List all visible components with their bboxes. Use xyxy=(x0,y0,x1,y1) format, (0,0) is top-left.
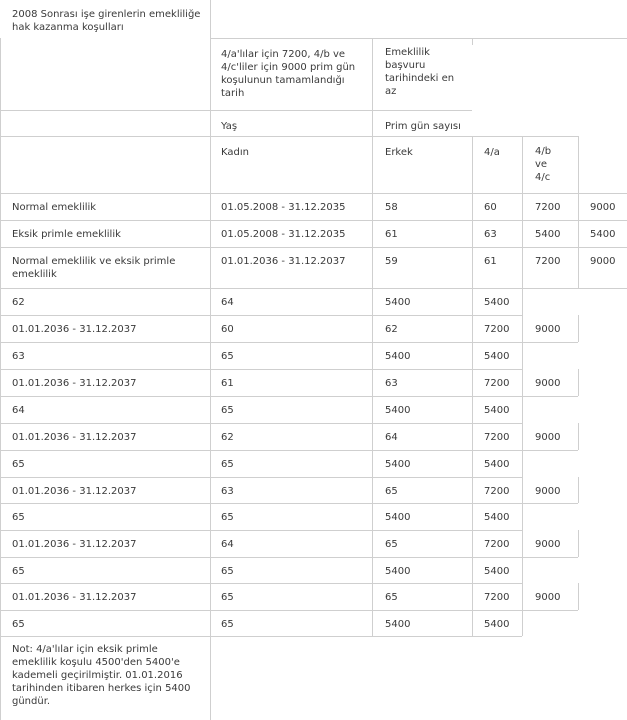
table-cell: 64 xyxy=(385,432,398,443)
table-cell: 01.05.2008 - 31.12.2035 xyxy=(221,202,346,213)
table-cell: 61 xyxy=(221,378,234,389)
table-cell: 7200 xyxy=(484,486,510,497)
table-cell: 9000 xyxy=(590,256,616,267)
table-cell: 5400 xyxy=(385,566,411,577)
table-cell: 7200 xyxy=(484,539,510,550)
grid-line xyxy=(578,136,579,288)
grid-line xyxy=(472,38,473,45)
table-cell: 9000 xyxy=(535,324,561,335)
grid-line xyxy=(0,477,522,478)
grid-line xyxy=(472,136,473,636)
table-cell: 65 xyxy=(221,405,234,416)
header-application-minimum: Emeklilik başvuru tarihindeki en az xyxy=(385,47,455,97)
table-cell: 62 xyxy=(221,432,234,443)
table-cell: Normal emeklilik ve eksik primle emeklilik xyxy=(12,256,176,280)
table-cell: 59 xyxy=(385,256,398,267)
table-cell: 5400 xyxy=(535,229,561,240)
header-premium-days: Prim gün sayısı xyxy=(385,121,461,132)
grid-line xyxy=(0,288,627,289)
table-cell: 5400 xyxy=(484,459,510,470)
table-cell: 65 xyxy=(221,566,234,577)
grid-line xyxy=(578,315,579,342)
table-cell: 65 xyxy=(12,619,25,630)
table-cell: 5400 xyxy=(484,619,510,630)
grid-line xyxy=(0,369,522,370)
table-cell: 61 xyxy=(484,256,497,267)
table-cell: 5400 xyxy=(590,229,616,240)
grid-line xyxy=(0,110,472,111)
table-cell: 58 xyxy=(385,202,398,213)
table-cell: 65 xyxy=(385,539,398,550)
table-cell: 01.01.2036 - 31.12.2037 xyxy=(12,486,137,497)
table-cell: 61 xyxy=(385,229,398,240)
grid-line xyxy=(210,0,211,720)
table-cell: 62 xyxy=(12,297,25,308)
table-cell: 65 xyxy=(221,512,234,523)
table-cell: 64 xyxy=(12,405,25,416)
grid-line xyxy=(0,247,627,248)
grid-line xyxy=(0,315,522,316)
table-cell: 01.01.2036 - 31.12.2037 xyxy=(12,592,137,603)
table-cell: 5400 xyxy=(385,297,411,308)
table-cell: 7200 xyxy=(535,202,561,213)
table-cell: 65 xyxy=(221,592,234,603)
table-cell: 64 xyxy=(221,297,234,308)
table-cell: 9000 xyxy=(535,432,561,443)
table-cell: 5400 xyxy=(484,566,510,577)
grid-line xyxy=(522,136,523,636)
grid-line xyxy=(0,136,578,137)
grid-line xyxy=(0,503,578,504)
grid-line xyxy=(0,636,522,637)
grid-line xyxy=(0,583,522,584)
table-cell: 9000 xyxy=(590,202,616,213)
table-cell: 63 xyxy=(484,229,497,240)
grid-line xyxy=(578,530,579,557)
grid-line xyxy=(578,477,579,503)
table-cell: 65 xyxy=(12,566,25,577)
table-cell: 65 xyxy=(221,619,234,630)
table-cell: 01.01.2036 - 31.12.2037 xyxy=(12,539,137,550)
table-cell: 60 xyxy=(484,202,497,213)
footnote: Not: 4/a'lılar için eksik primle emeklilik koşulu 4500'den 5400'e kademeli geçirilmiştir. 01.01.2016 tarihinden itibaren herkes için 5400 gündür. xyxy=(12,644,191,707)
table-cell: 5400 xyxy=(484,297,510,308)
table-cell: 5400 xyxy=(385,619,411,630)
table-cell: 01.05.2008 - 31.12.2035 xyxy=(221,229,346,240)
table-cell: 01.01.2036 - 31.12.2037 xyxy=(12,378,137,389)
table-cell: 64 xyxy=(221,539,234,550)
table-cell: 7200 xyxy=(484,592,510,603)
table-cell: 65 xyxy=(385,592,398,603)
table-cell: Normal emeklilik xyxy=(12,202,97,213)
grid-line xyxy=(0,342,578,343)
header-male: Erkek xyxy=(385,147,413,158)
grid-line xyxy=(0,450,578,451)
grid-line xyxy=(0,423,522,424)
table-cell: 7200 xyxy=(484,378,510,389)
grid-line xyxy=(0,557,578,558)
grid-line xyxy=(372,38,373,636)
table-cell: 01.01.2036 - 31.12.2037 xyxy=(221,256,346,267)
table-cell: 65 xyxy=(221,459,234,470)
table-cell: 60 xyxy=(221,324,234,335)
table-cell: 5400 xyxy=(484,405,510,416)
table-cell: 63 xyxy=(12,351,25,362)
table-cell: Eksik primle emeklilik xyxy=(12,229,121,240)
table-cell: 65 xyxy=(12,459,25,470)
table-cell: 9000 xyxy=(535,592,561,603)
table-cell: 65 xyxy=(221,351,234,362)
grid-line xyxy=(578,583,579,610)
grid-line xyxy=(0,610,578,611)
table-cell: 5400 xyxy=(385,459,411,470)
table-cell: 9000 xyxy=(535,539,561,550)
header-date-condition: 4/a'lılar için 7200, 4/b ve 4/c'liler için 9000 prim gün koşulunun tamamlandığı tarih xyxy=(221,49,356,99)
grid-line xyxy=(0,220,627,221)
table-cell: 5400 xyxy=(385,512,411,523)
table-title: 2008 Sonrası işe girenlerin emekliliğe hak kazanma koşulları xyxy=(12,9,201,33)
table-cell: 63 xyxy=(221,486,234,497)
table-cell: 5400 xyxy=(385,351,411,362)
table-cell: 62 xyxy=(385,324,398,335)
header-4a: 4/a xyxy=(484,147,500,158)
grid-line xyxy=(578,423,579,450)
table-cell: 5400 xyxy=(484,512,510,523)
table-cell: 63 xyxy=(385,378,398,389)
table-cell: 5400 xyxy=(385,405,411,416)
header-4b-4c: 4/b ve 4/c xyxy=(535,146,552,183)
table-cell: 7200 xyxy=(535,256,561,267)
table-cell: 7200 xyxy=(484,324,510,335)
table-cell: 65 xyxy=(385,486,398,497)
table-cell: 5400 xyxy=(484,351,510,362)
grid-line xyxy=(578,369,579,396)
table-cell: 65 xyxy=(12,512,25,523)
table-cell: 01.01.2036 - 31.12.2037 xyxy=(12,324,137,335)
table-cell: 01.01.2036 - 31.12.2037 xyxy=(12,432,137,443)
grid-line xyxy=(0,530,522,531)
header-female: Kadın xyxy=(221,147,249,158)
grid-line xyxy=(0,193,627,194)
grid-line xyxy=(0,38,1,720)
header-age: Yaş xyxy=(221,121,238,132)
table-cell: 9000 xyxy=(535,378,561,389)
grid-line xyxy=(210,38,627,39)
table-cell: 7200 xyxy=(484,432,510,443)
grid-line xyxy=(0,396,578,397)
table-cell: 9000 xyxy=(535,486,561,497)
